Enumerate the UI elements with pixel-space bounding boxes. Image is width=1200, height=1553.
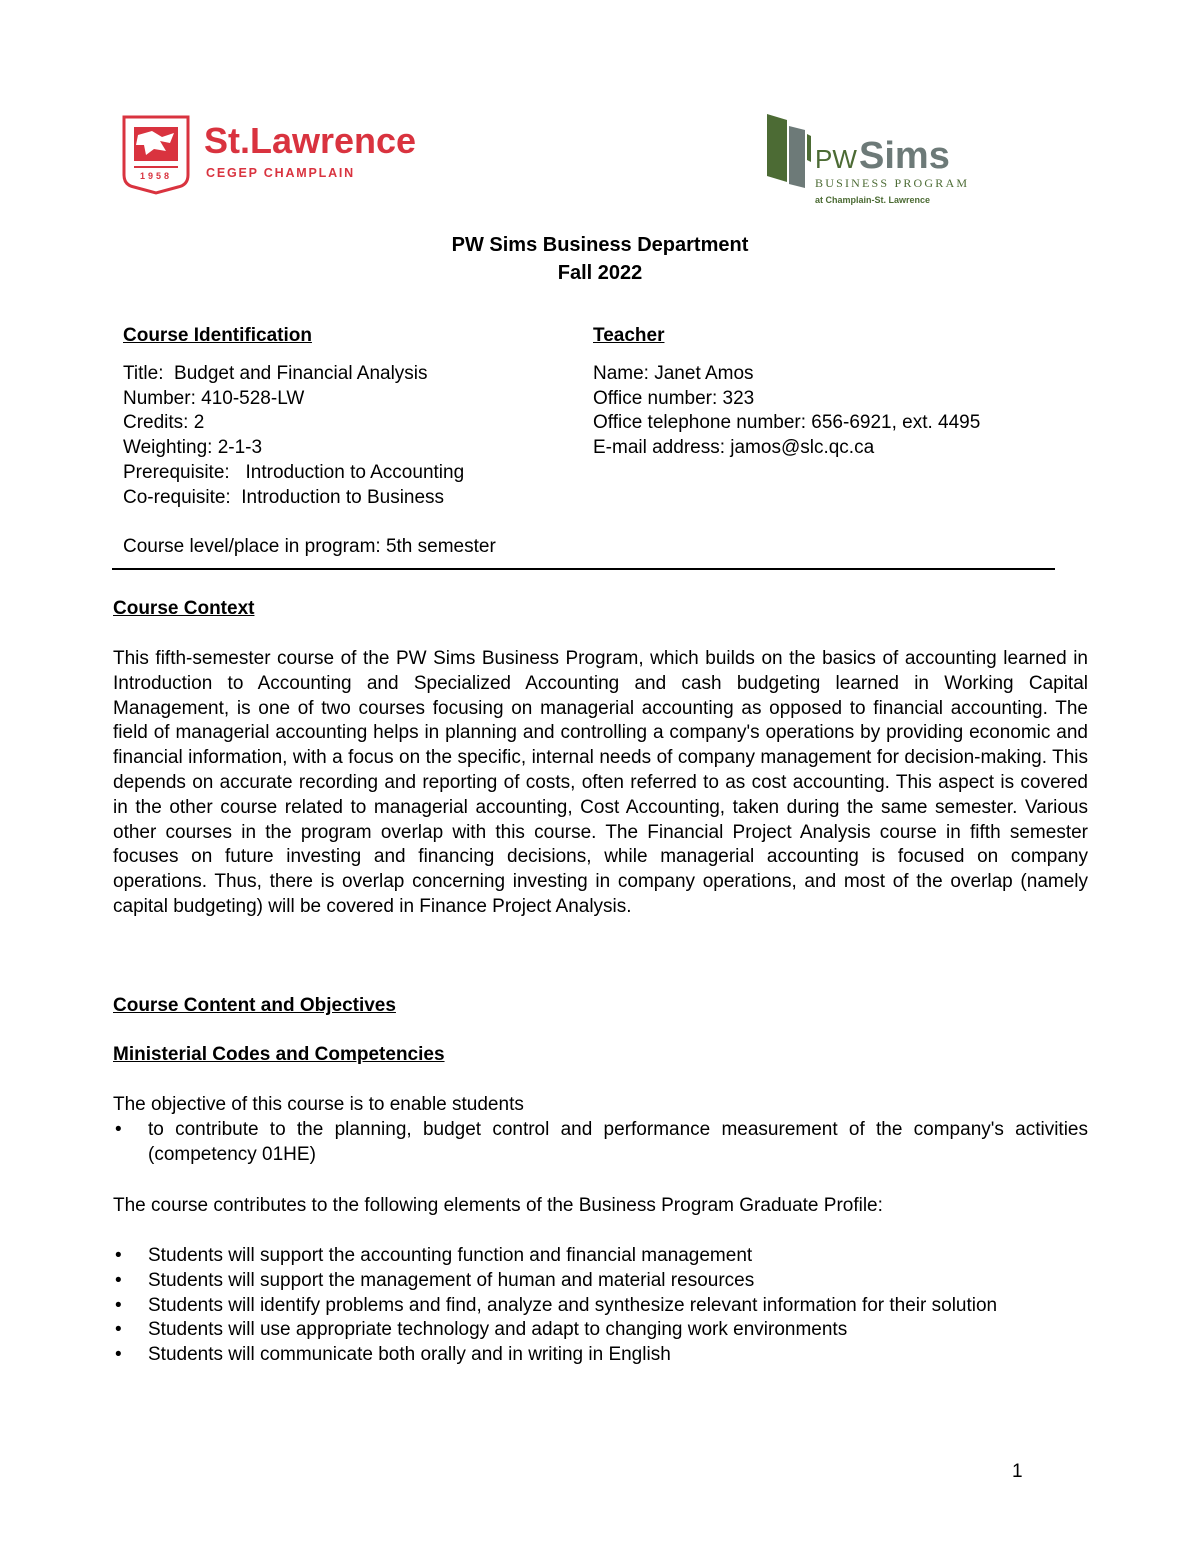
term-title: Fall 2022 (557, 262, 643, 284)
pw-logo-prefix: PW (815, 144, 857, 174)
slc-crest (124, 117, 188, 193)
list-item (113, 1294, 1088, 1319)
bullet-icon: • (115, 1119, 122, 1140)
course-prerequisite-line: Prerequisite: Introduction to Accounting (123, 461, 465, 483)
teacher-name-line: Name: Janet Amos (593, 362, 754, 384)
list-item-text: Students will use appropriate technology and adapt to changing work environments (148, 1319, 848, 1341)
department-title: PW Sims Business Department (451, 234, 749, 256)
pw-sims-mark (767, 114, 811, 188)
st-lawrence-logo (122, 115, 442, 195)
course-credits-line: Credits: 2 (123, 412, 205, 434)
pw-sims-logo (765, 112, 995, 212)
objective-list (113, 1118, 1088, 1168)
list-item-text: Students will support the accounting function and financial management (148, 1245, 753, 1266)
teacher-section (593, 324, 1073, 461)
pw-logo-subtitle: BUSINESS PROGRAM (815, 176, 970, 190)
bullet-icon: • (115, 1294, 122, 1316)
list-item (113, 1118, 1088, 1168)
teacher-office-line: Office number: 323 (593, 387, 755, 409)
bullet-icon: • (115, 1269, 122, 1291)
list-item-text: to contribute to the planning, budget control and performance measurement of the company's activities (competency 01HE) (148, 1119, 1088, 1165)
course-corequisite-line: Co-requisite: Introduction to Business (123, 486, 445, 508)
page-number: 1 (1012, 1461, 1023, 1482)
course-weighting-line: Weighting: 2-1-3 (123, 437, 263, 459)
course-number-line: Number: 410-528-LW (123, 387, 305, 409)
objective-intro: The objective of this course is to enable students (113, 1094, 524, 1115)
course-level-line: Course level/place in program: 5th semester (123, 536, 496, 558)
graduate-profile-list (113, 1244, 1088, 1368)
list-item (113, 1269, 1088, 1294)
teacher-phone-line: Office telephone number: 656-6921, ext. 4495 (593, 412, 981, 434)
course-context-paragraph: This fifth-semester course of the PW Sims Business Program, which builds on the basics of accounting learned in Introduction to Accounting and Specialized Accounting and cash budgeting learned in Working Capital Management, is one of two courses focusing on managerial accounting as opposed to financial accounting. The field of managerial accounting helps in planning and controlling a company's operations by providing economic and financial information, with a focus on the specific, internal needs of company management for decision-making. This depends on accurate recording and reporting of costs, often referred to as cost accounting. This aspect is covered in the other course related to managerial accounting, Cost Accounting, taken during the same semester. Various other courses in the program overlap with this course. The Financial Project Analysis course in fifth semester focuses on future investing and financing decisions, while managerial accounting is focused on company operations. Thus, there is overlap concerning investing in company operations, and most of the overlap (namely capital budgeting) will be covered in Finance Project Analysis. (113, 648, 1088, 917)
teacher-heading: Teacher (593, 325, 665, 346)
list-item-text: Students will communicate both orally and in writing in English (148, 1344, 671, 1366)
bullet-icon: • (115, 1245, 122, 1266)
course-identification-heading: Course Identification (123, 325, 312, 346)
list-item-text: Students will identify problems and find, analyze and synthesize relevant information for their solution (148, 1294, 998, 1316)
list-item (113, 1244, 1088, 1269)
course-context-heading: Course Context (113, 598, 255, 619)
pw-logo-tagline: at Champlain-St. Lawrence (815, 195, 931, 205)
bullet-icon: • (115, 1344, 122, 1366)
ministerial-codes-heading: Ministerial Codes and Competencies (113, 1044, 445, 1065)
graduate-profile-intro: The course contributes to the following elements of the Business Program Graduate Profile: (113, 1195, 883, 1216)
course-identification-section (123, 324, 583, 560)
slc-crest-year: 1958 (139, 171, 173, 181)
course-title-line: Title: Budget and Financial Analysis (123, 362, 428, 384)
slc-logo-subtitle: CEGEP CHAMPLAIN (206, 166, 356, 180)
section-divider (112, 568, 1055, 570)
course-content-heading: Course Content and Objectives (113, 995, 396, 1016)
spacer (123, 511, 583, 536)
bullet-icon: • (115, 1319, 122, 1341)
list-item (113, 1343, 1088, 1368)
pw-logo-name: Sims (859, 135, 950, 177)
list-item-text: Students will support the management of human and material resources (148, 1269, 755, 1291)
list-item (113, 1318, 1088, 1343)
slc-logo-name: St.Lawrence (204, 120, 417, 161)
teacher-email-line: E-mail address: jamos@slc.qc.ca (593, 437, 875, 459)
